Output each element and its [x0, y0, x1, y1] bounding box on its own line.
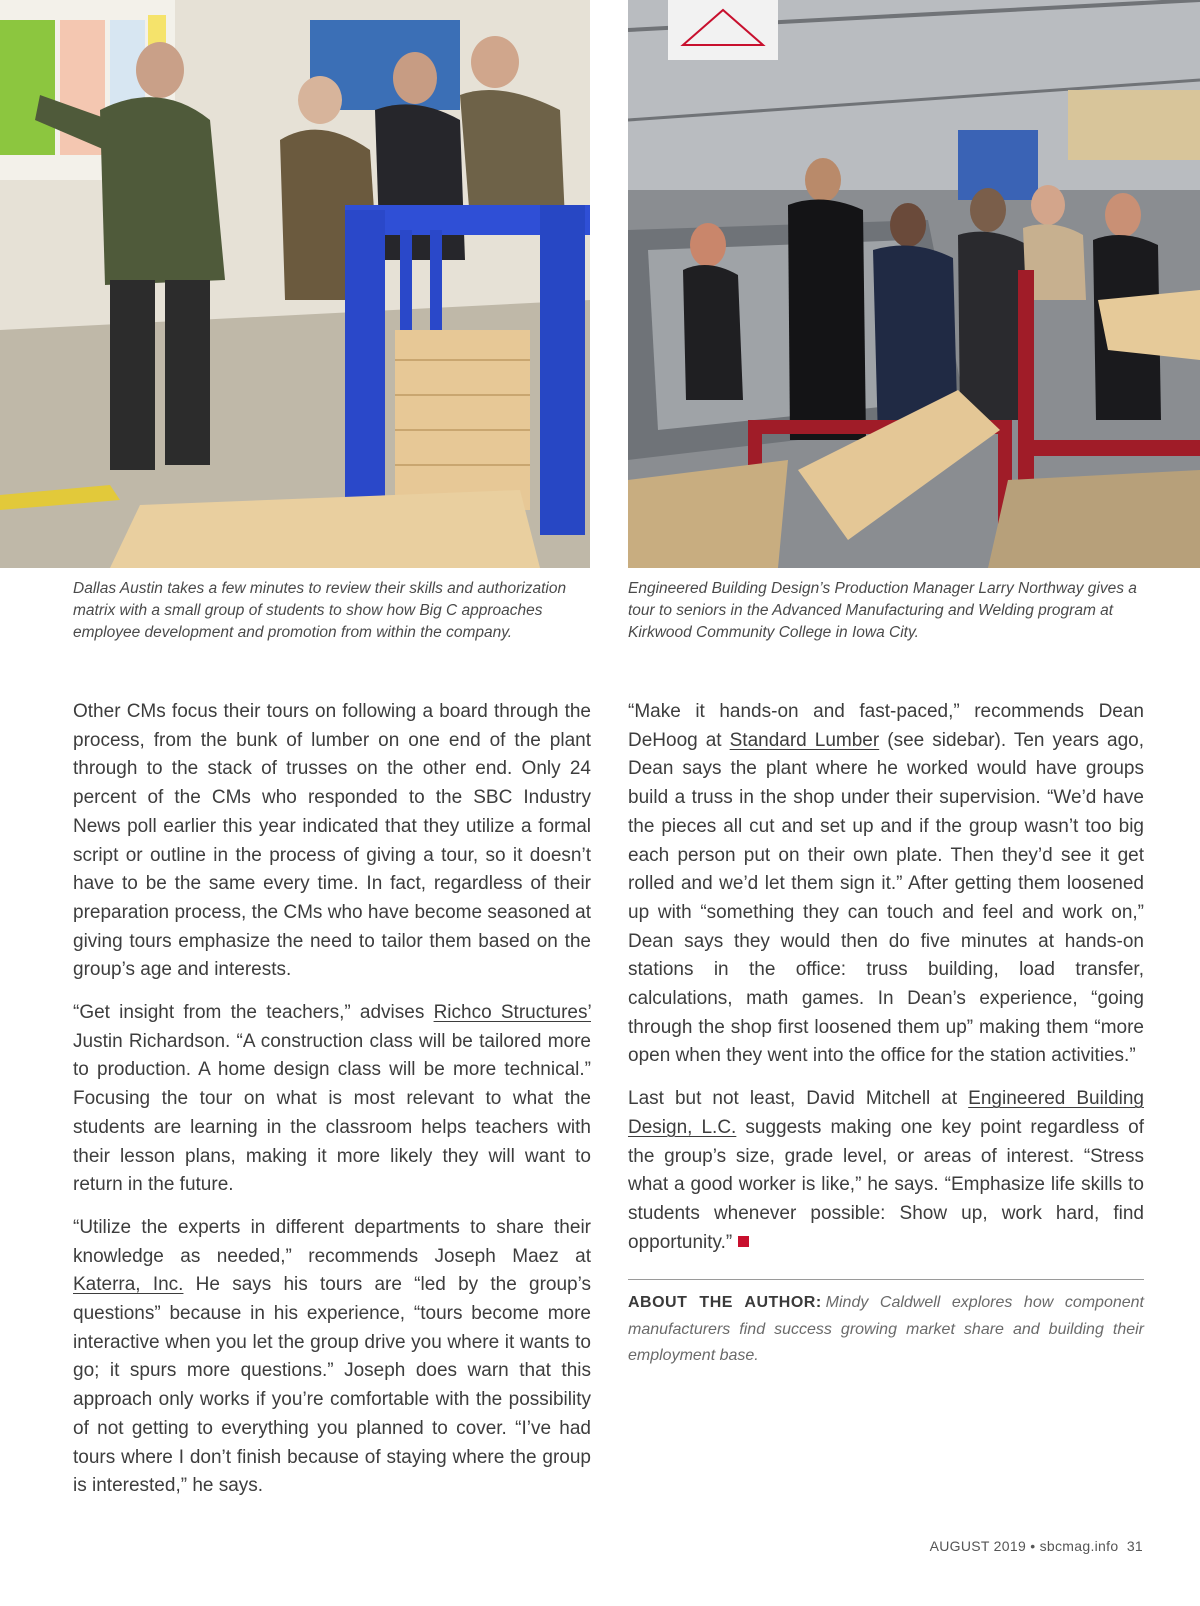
end-of-article-square-icon [738, 1236, 749, 1247]
footer-bullet: • [1026, 1538, 1040, 1554]
paragraph-5 [628, 1085, 1144, 1257]
link-engineered-building-design[interactable]: Engineered Building Design, L.C. [628, 1088, 1144, 1138]
caption-right: Engineered Building Design’s Production Manager Larry Northway gives a tour to seniors in the Advanced Manufacturing and Welding program at Kirkwood Community College in Iowa City. [628, 580, 1137, 641]
paragraph-2-text-a: “Get insight from the teachers,” advises [73, 1002, 434, 1024]
paragraph-3-text-a: “Utilize the experts in different departments to share their knowledge as needed,” recommends Joseph Maez at [73, 1216, 591, 1267]
footer-site: sbcmag.info [1039, 1538, 1119, 1554]
paragraph-1: Other CMs focus their tours on following a board through the process, from the bunk of lumber on one end of the plant through to the stack of trusses on the other end. Only 24 percent of the CMs who responded to the SBC Industry News poll earlier this year indicated that they utilize a formal script or outline in the process of giving a tour, so it doesn’t have to be the same every time. In fact, regardless of their preparation process, the CMs who have become seasoned at giving tours emphasize the need to tailor them based on the group’s age and interests. [73, 701, 591, 981]
photo-right [628, 0, 1200, 568]
about-the-author [628, 1279, 1144, 1370]
page-number: 31 [1126, 1538, 1143, 1554]
paragraph-4-text-b: (see sidebar). Ten years ago, Dean says the plant where he worked would have groups build a truss in the shop under their supervision. “We’d have the pieces all cut and set up and if the group wasn’t too big each person put on their own plate. Then they’d see it get rolled and we’d let them sign it.” After getting them loosened up with “something they can touch and feel and work on,” Dean says they would then do five minutes at hands-on stations in the office: truss building, load transfer, calculations, math games. In Dean’s experience, “going through the shop first loosened them up” making them “more open when they went into the office for the station activities.” [628, 729, 1144, 1067]
photo-right-illustration [628, 0, 1200, 568]
photo-left-illustration [0, 0, 590, 568]
about-author-label: ABOUT THE AUTHOR: [628, 1294, 822, 1312]
paragraph-5-text-b: suggests making one key point regardless of the group’s size, grade level, or areas of interest. “Stress what a good worker is like,” he says. “Emphasize life skills to students whenever possible: Show up, work hard, find opportunity.” [628, 1116, 1144, 1253]
paragraph-4 [628, 698, 1144, 1071]
link-katerra[interactable]: Katerra, Inc. [73, 1274, 184, 1296]
link-standard-lumber[interactable]: Standard Lumber [729, 729, 880, 751]
footer-issue: AUGUST 2019 [929, 1538, 1027, 1554]
about-author-text: Mindy Caldwell explores how component manufacturers find success growing market share and building their employment base. [628, 1294, 1144, 1365]
paragraph-5-text-a: Last but not least, David Mitchell at [628, 1088, 969, 1110]
paragraph-3-text-b: He says his tours are “led by the group’s questions” because in his experience, “tours become more interactive when you let the group drive you where it wants to go; it spurs more questions.” Joseph does warn that this approach only works if you’re comfortable with the possibility of not getting to everything you planned to cover. “I’ve had tours where I don’t finish because of staying where the group is interested,” he says. [73, 1274, 591, 1497]
paragraph-2-text-b: Justin Richardson. “A construction class will be tailored more to production. A home design class will be more technical.” Focusing the tour on what is most relevant to what the students are learning in the classroom helps teachers with their lesson plans, making it more likely they will want to return in the future. [73, 1030, 591, 1196]
page-footer [930, 1538, 1143, 1554]
paragraph-4-text-a: “Make it hands-on and fast-paced,” recommends Dean DeHoog at [628, 701, 1144, 751]
link-richco-structures[interactable]: Richco Structures’ [433, 1002, 591, 1024]
article-column-left [73, 698, 591, 1515]
paragraph-3 [73, 1214, 591, 1501]
caption-left: Dallas Austin takes a few minutes to review their skills and authorization matrix with a small group of students to show how Big C approaches employee development and promotion from within the company. [73, 580, 567, 641]
photo-left [0, 0, 590, 568]
article-column-right [628, 698, 1144, 1370]
paragraph-2 [73, 999, 591, 1200]
